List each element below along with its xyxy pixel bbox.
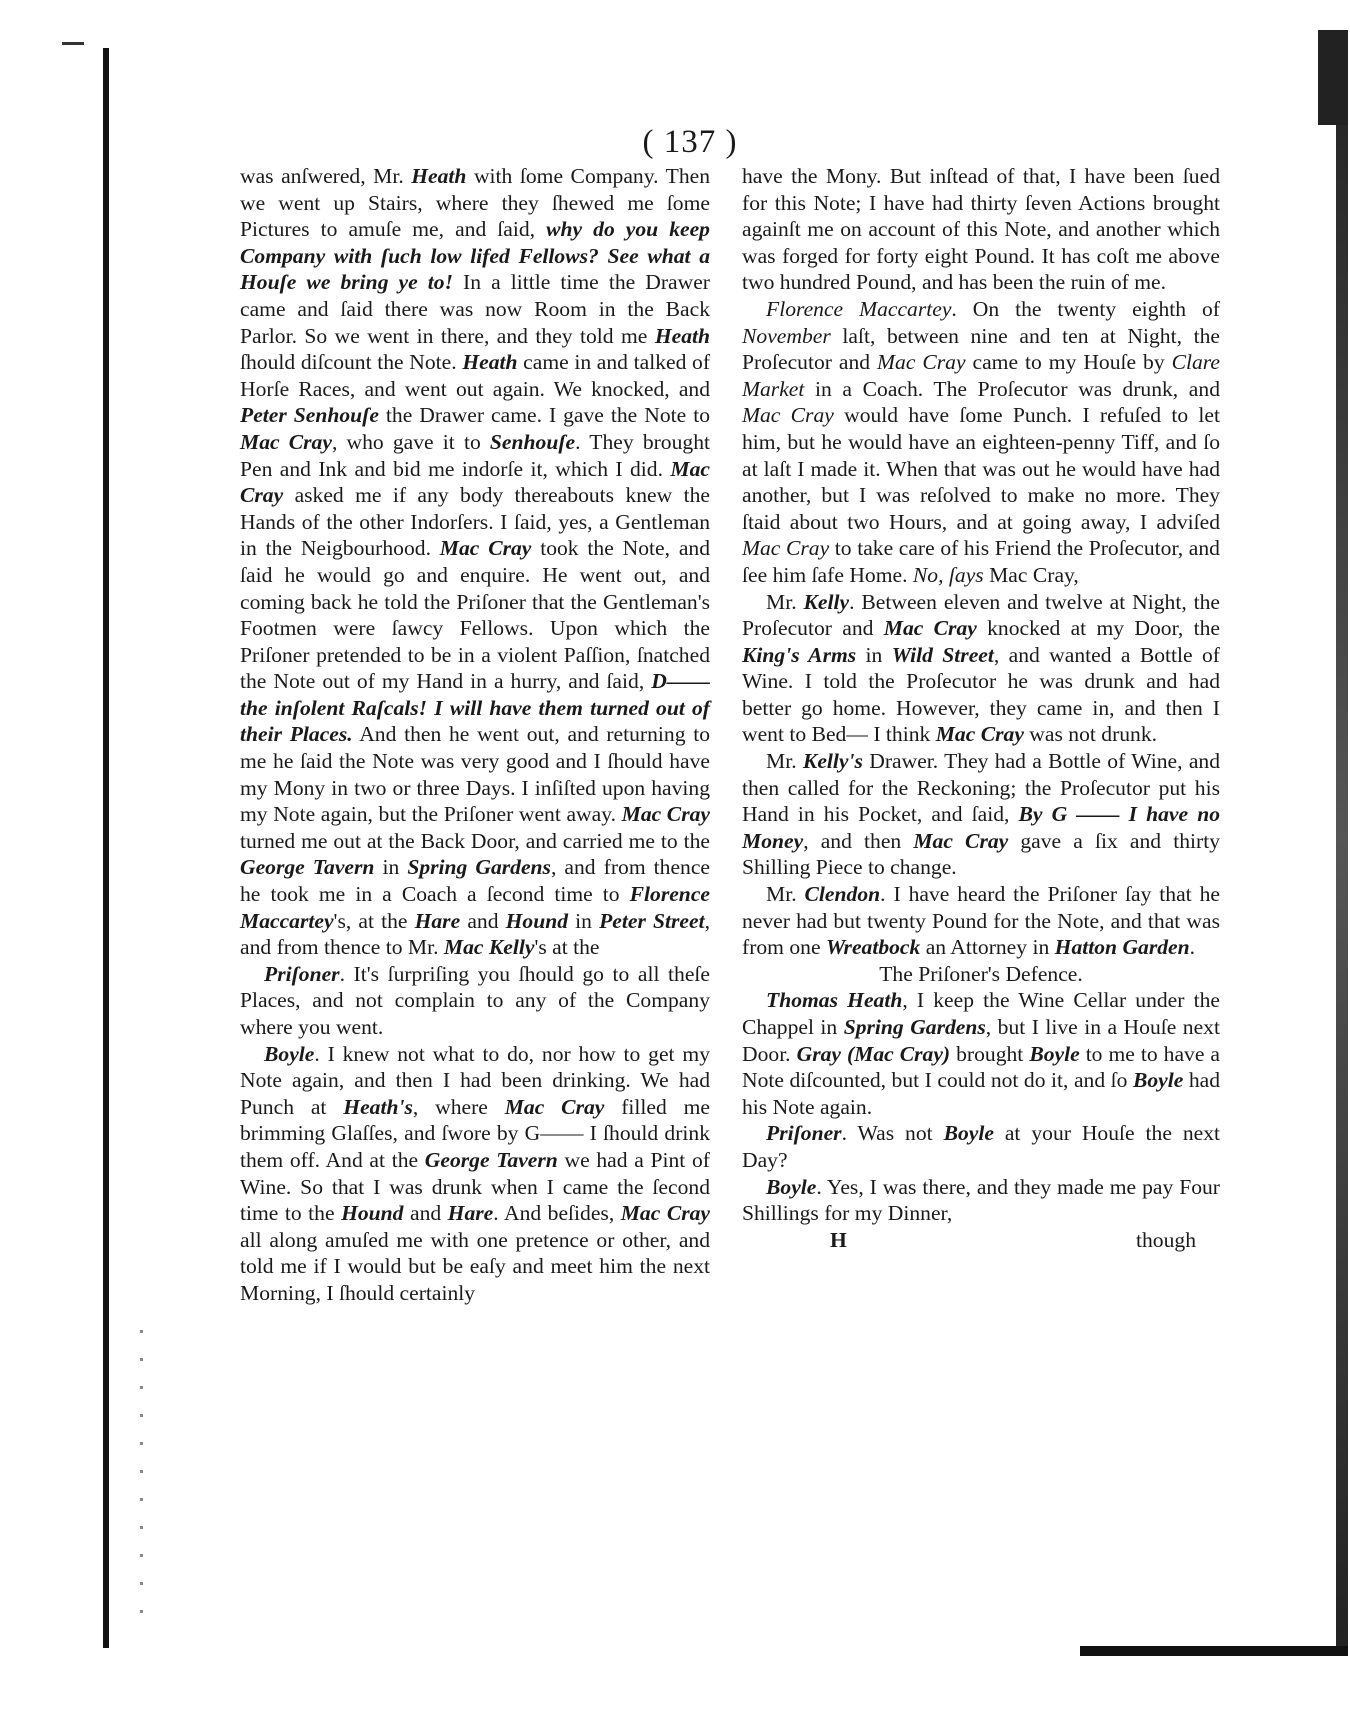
right-paragraph-3: Mr. Kelly. Between eleven and twelve at Night, the Proſecutor and Mac Cray knocked at my Door, the King's Arms in Wild Street, and wanted a Bottle of Wine. I told the Proſecutor he was drunk and had better go home. However, they came in, and then I went to Bed— I think Mac Cray was not drunk.: [742, 589, 1221, 747]
left-paragraph-3: Boyle. I knew not what to do, nor how to get my Note again, and then I had been drinking. We had Punch at Heath's, where Mac Cray filled me brimming Glaſſes, and ſwore by G—— I ſhould drink them off. And at the George Tavern we had a Pint of Wine. So that I was drunk when I came the ſecond time to the Hound and Hare. And beſides, Mac Cray all along amuſed me with one pretence or other, and told me if I would but be eaſy and meet him the next Morning, I ſhould certainly: [240, 1041, 711, 1305]
catchword: though: [1136, 1227, 1196, 1252]
right-paragraph-4: Mr. Kelly's Drawer. They had a Bottle of Wine, and then called for the Reckoning; the Proſecutor put his Hand in his Pocket, and ſaid, By G —— I have no Money, and then Mac Cray gave a ſix and thirty Shilling Piece to change.: [742, 749, 1221, 880]
right-paragraph-5: Mr. Clendon. I have heard the Priſoner ſay that he never had but twenty Pound for the Note, and that was from one Wreatbock an Attorney in Hatton Garden.: [742, 882, 1220, 960]
corner-mark: [62, 42, 84, 45]
signature-line: [742, 1227, 1220, 1254]
page-number: ( 137 ): [642, 124, 738, 160]
gutter-specks: [140, 1330, 143, 1620]
signature-mark: H: [830, 1227, 847, 1252]
right-edge-rule: [1336, 30, 1348, 1650]
right-paragraph-6: Thomas Heath, I keep the Wine Cellar under the Chappel in Spring Gardens, but I live in a Houſe next Door. Gray (Mac Cray) brought Boyle to me to have a Note diſcounted, but I could not do it, and ſo Boyle had his Note again.: [742, 988, 1221, 1119]
right-paragraph-2: Florence Maccartey. On the twenty eighth of November laſt, between nine and ten at Night, the Proſecutor and Mac Cray came to my Houſe by Clare Market in a Coach. The Proſecutor was drunk, and Mac Cray would have ſome Punch. I refuſed to let him, but he would have an eighteen-penny Tiff, and ſo at laſt I made it. When that was out he would have had another, but I was reſolved to make no more. They ſtaid about two Hours, and at going away, I adviſed Mac Cray to take care of his Friend the Proſecutor, and ſee him ſafe Home. No, ſays Mac Cray,: [742, 296, 1220, 587]
left-column: [240, 163, 710, 1307]
right-paragraph-8: Boyle. Yes, I was there, and they made me pay Four Shillings for my Dinner,: [742, 1174, 1220, 1226]
left-paragraph-2: Priſoner. It's ſurpriſing you ſhould go to all theſe Places, and not complain to any of the Company where you went.: [240, 961, 710, 1039]
section-heading: The Priſoner's Defence.: [879, 961, 1083, 986]
bottom-edge-rule: [1080, 1646, 1348, 1656]
left-margin-rule: [103, 48, 109, 1648]
right-paragraph-7: Priſoner. Was not Boyle at your Houſe the next Day?: [742, 1121, 1220, 1172]
right-column: [742, 163, 1220, 1253]
right-edge-shadow: [1318, 30, 1348, 125]
left-paragraph-1: was anſwered, Mr. Heath with ſome Company. Then we went up Stairs, where they ſhewed me ſome Pictures to amuſe me, and ſaid, why do you keep Company with ſuch low lifed Fellows? See what a Houſe we bring ye to! In a little time the Drawer came and ſaid there was now Room in the Back Parlor. So we went in there, and they told me Heath ſhould diſcount the Note. Heath came in and talked of Horſe Races, and went out again. We knocked, and Peter Senhouſe the Drawer came. I gave the Note to Mac Cray, who gave it to Senhouſe. They brought Pen and Ink and bid me indorſe it, which I did. Mac Cray asked me if any body thereabouts knew the Hands of the other Indorſers. I ſaid, yes, a Gentleman in the Neigbourhood. Mac Cray took the Note, and ſaid he would go and enquire. He went out, and coming back he told the Priſoner that the Gentleman's Footmen were ſawcy Fellows. Upon which the Priſoner pretended to be in a violent Paſſion, ſnatched the Note out of my Hand in a hurry, and ſaid, D—— the inſolent Raſcals! I will have them turned out of their Places. And then he went out, and returning to me he ſaid the Note was very good and I ſhould have my Mony in two or three Days. I inſiſted upon having my Note again, but the Priſoner went away. Mac Cray turned me out at the Back Door, and carried me to the George Tavern in Spring Gardens, and from thence he took me in a Coach a ſecond time to Florence Maccartey's, at the Hare and Hound in Peter Street, and from thence to Mr. Mac Kelly's at the: [240, 164, 711, 960]
right-paragraph-1: have the Mony. But inſtead of that, I have been ſued for this Note; I have had thirty ſeven Actions brought againſt me on account of this Note, and another which was forged for forty eight Pound. It has coſt me above two hundred Pound, and has been the ruin of me.: [742, 164, 1220, 295]
